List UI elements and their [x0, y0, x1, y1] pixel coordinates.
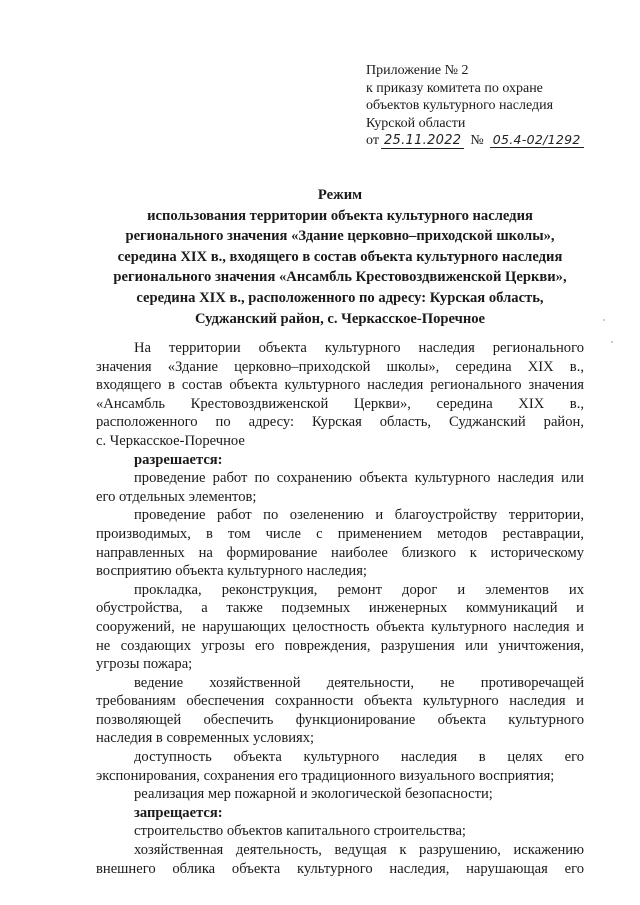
number-label: № [470, 133, 484, 148]
allowed-item [96, 748, 584, 785]
handwritten-number: 05.4-02/1292 [490, 132, 584, 148]
text-line: направленных на формирование наиболее близкого к историческому [96, 544, 584, 561]
appendix-line: к приказу комитета по охране [366, 80, 543, 96]
scan-speck [611, 341, 613, 343]
document-body [96, 339, 584, 878]
text-line: расположенного по адресу: Курская область, Суджанский район, [96, 414, 584, 431]
text-line: сооружений, не нарушающих целостность объекта культурного наследия и [96, 618, 584, 635]
document-title [96, 185, 584, 329]
allowed-item [96, 581, 584, 674]
text-line: обустройства, а также подземных инженерных коммуникаций и [96, 600, 584, 617]
appendix-header [366, 62, 626, 150]
text-line: доступность объекта культурного наследия в целях его [134, 749, 584, 766]
title-line: середина XIX в., расположенного по адресу: Курская область, [136, 289, 544, 306]
text-line: наследия в современных условиях; [96, 730, 315, 747]
allowed-item [96, 785, 584, 804]
text-line: внешнего облика объекта культурного наследия, нарушающая его [96, 860, 584, 877]
title-line: регионального значения «Здание церковно–приходской школы», [125, 228, 555, 245]
order-date-number [366, 132, 626, 150]
text-line: На территории объекта культурного наследия регионального [134, 340, 584, 356]
text-line: прокладка, реконструкция, ремонт дорог и элементов их [134, 581, 584, 598]
title-line: Суджанский район, с. Черкасское-Поречное [194, 310, 486, 327]
allowed-heading: разрешается: [134, 451, 223, 468]
text-line: восприятию объекта культурного наследия; [96, 563, 367, 580]
forbidden-item [96, 841, 584, 878]
forbidden-heading: запрещается: [134, 804, 223, 821]
text-line: требованиям обеспечения сохранности объекта культурного наследия и [96, 693, 584, 710]
title-line: середина XIX в., входящего в состав объекта культурного наследия [117, 248, 563, 265]
text-line: ведение хозяйственной деятельности, не противоречащей [134, 674, 584, 691]
from-label: от [366, 133, 379, 148]
text-line: производимых, в том числе с применением методов реставрации, [96, 525, 584, 542]
forbidden-item [96, 822, 584, 841]
appendix-line: Приложение № 2 [366, 63, 469, 78]
text-line: экспонирования, сохранения его традиционного визуального восприятия; [96, 767, 555, 784]
title-line: Режим [317, 187, 363, 203]
title-line: регионального значения «Ансамбль Крестовоздвиженской Церкви», [113, 269, 567, 286]
text-line: его отдельных элементов; [96, 488, 257, 505]
text-line: «Ансамбль Крестовоздвиженской Церкви», середина XIX в., [96, 395, 584, 412]
title-line: использования территории объекта культурного наследия [147, 207, 533, 224]
text-line: с. Черкасское-Поречное [96, 432, 245, 449]
text-line: угрозы пожара; [96, 656, 193, 673]
allowed-item [96, 506, 584, 580]
text-line: позволяющей обеспечить функционирование объекта культурного [96, 711, 584, 728]
intro-paragraph [96, 339, 584, 451]
text-line: не создающих угрозы его повреждения, разрушения или уничтожения, [96, 637, 584, 654]
allowed-item [96, 674, 584, 748]
text-line: хозяйственная деятельность, ведущая к разрушению, искажению [134, 842, 584, 859]
text-line: реализация мер пожарной и экологической безопасности; [134, 786, 493, 803]
text-line: строительство объектов капитального строительства; [134, 823, 466, 840]
text-line: значения «Здание церковно–приходской школы», середина XIX в., [96, 358, 584, 375]
allowed-item [96, 469, 584, 506]
appendix-line: объектов культурного наследия [366, 98, 554, 113]
appendix-line: Курской области [366, 115, 466, 131]
text-line: проведение работ по озеленению и благоустройству территории, [134, 507, 584, 524]
text-line: проведение работ по сохранению объекта культурного наследия или [134, 470, 584, 487]
scan-speck [603, 319, 605, 321]
text-line: входящего в состав объекта культурного наследия регионального значения [96, 377, 584, 394]
handwritten-date: 25.11.2022 [381, 133, 464, 149]
